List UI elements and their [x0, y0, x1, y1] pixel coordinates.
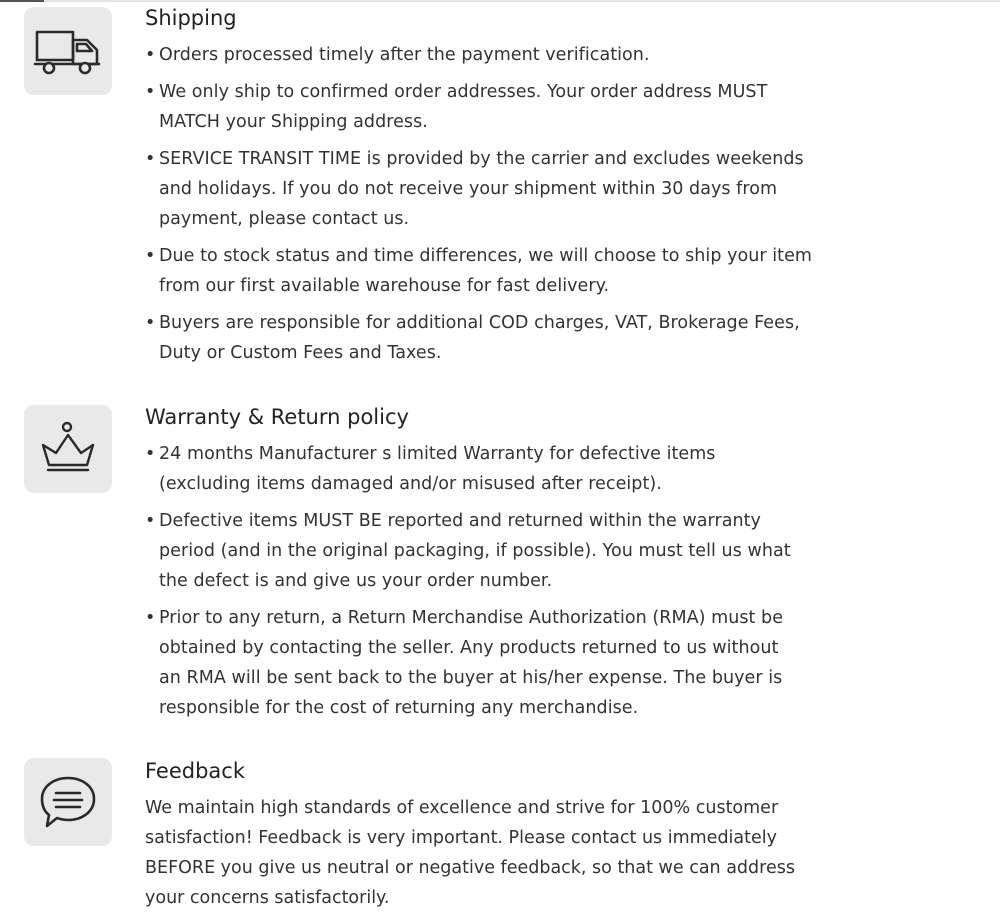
- shipping-title: Shipping: [145, 6, 237, 30]
- list-item: • Orders processed timely after the payment verification.: [145, 40, 845, 70]
- top-divider: [0, 0, 1000, 2]
- feedback-paragraph: We maintain high standards of excellence and strive for 100% customer satisfaction! Feedback is very important. Please contact us immediately BEFORE you give us neutral or negative feedback, so that we can address your concerns satisfactorily.: [145, 798, 795, 908]
- list-item: • Defective items MUST BE reported and returned within the warranty period (and in the original packaging, if possible). You must tell us what the defect is and give us your order number.: [145, 506, 845, 596]
- warranty-title: Warranty & Return policy: [145, 405, 409, 429]
- list-item: • 24 months Manufacturer s limited Warranty for defective items (excluding items damaged and/or misused after receipt).: [145, 439, 845, 499]
- list-item: • SERVICE TRANSIT TIME is provided by the carrier and excludes weekends and holidays. If you do not receive your shipment within 30 days from payment, please contact us.: [145, 144, 845, 234]
- feedback-title: Feedback: [145, 759, 246, 783]
- crown-icon: [37, 419, 99, 479]
- truck-icon: [33, 26, 103, 76]
- feedback-icon-box: [24, 758, 112, 846]
- list-item: • We only ship to confirmed order addresses. Your order address MUST MATCH your Shipping address.: [145, 77, 845, 137]
- shipping-icon-box: [24, 7, 112, 95]
- warranty-bullet-list: [145, 439, 845, 730]
- speech-bubble-icon: [37, 772, 99, 832]
- list-item: • Due to stock status and time differences, we will choose to ship your item from our first available warehouse for fast delivery.: [145, 241, 845, 301]
- top-divider-accent: [0, 0, 44, 2]
- warranty-icon-box: [24, 405, 112, 493]
- list-item: • Prior to any return, a Return Merchandise Authorization (RMA) must be obtained by contacting the seller. Any products returned to us without an RMA will be sent back to the buyer at his/her expense. The buyer is responsible for the cost of returning any merchandise.: [145, 603, 845, 723]
- list-item: • Buyers are responsible for additional COD charges, VAT, Brokerage Fees, Duty or Custom Fees and Taxes.: [145, 308, 845, 368]
- shipping-bullet-list: [145, 40, 845, 375]
